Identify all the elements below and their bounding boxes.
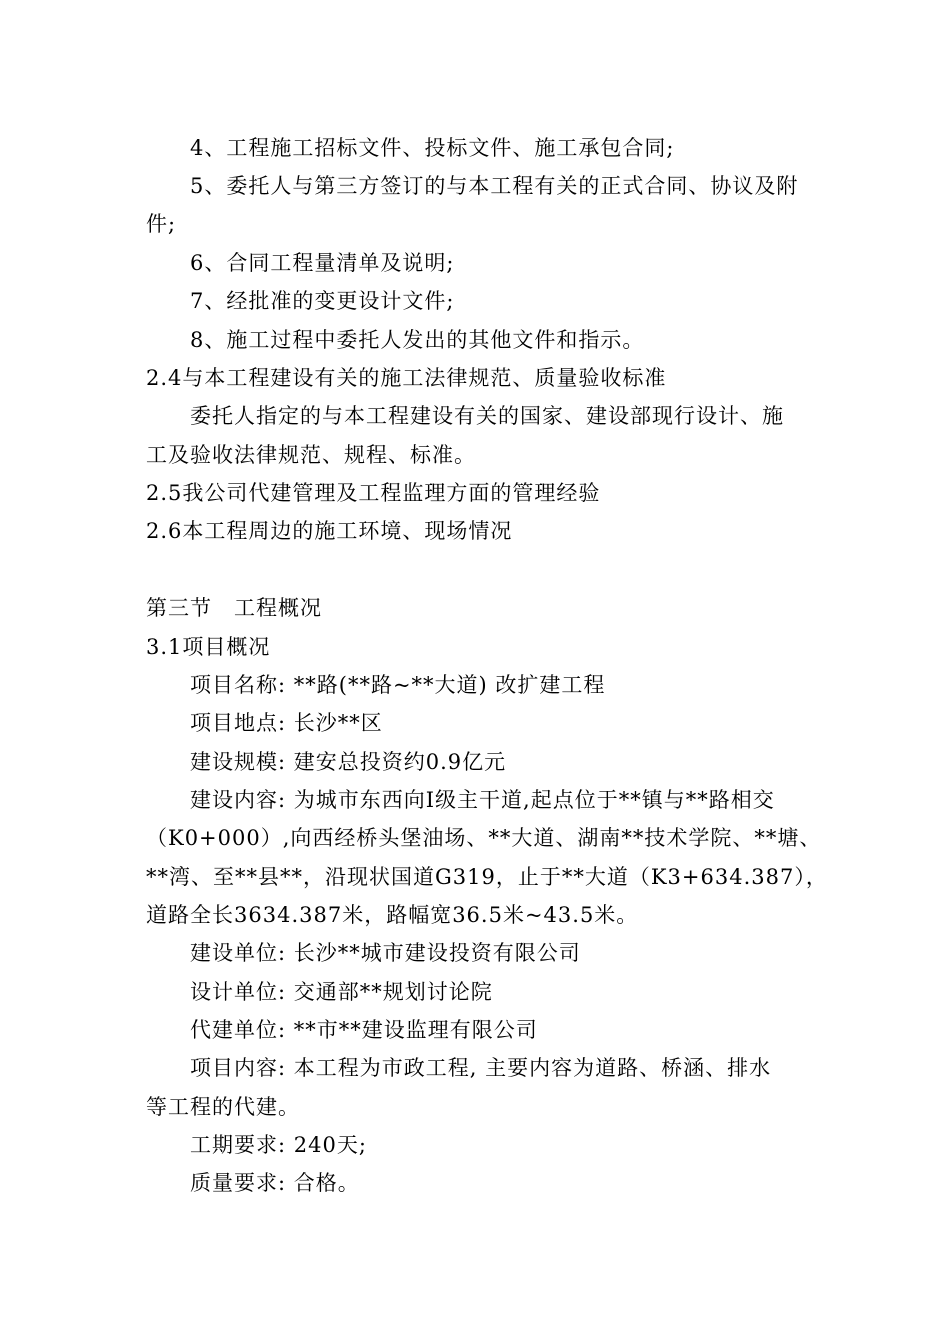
list-item-5-continued: 件; [146, 212, 177, 236]
project-scope: 项目内容: 本工程为市政工程, 主要内容为道路、桥涵、排水 [190, 1056, 772, 1080]
list-item-6: 6、合同工程量清单及说明; [190, 251, 455, 275]
heading-2-5: 2.5我公司代建管理及工程监理方面的管理经验 [146, 481, 601, 505]
list-item-5: 5、委托人与第三方签订的与本工程有关的正式合同、协议及附 [190, 174, 799, 198]
project-owner: 建设单位: 长沙**城市建设投资有限公司 [190, 941, 581, 965]
list-item-4: 4、工程施工招标文件、投标文件、施工承包合同; [190, 136, 675, 160]
heading-3-1: 3.1项目概况 [146, 635, 271, 659]
section-title: 第三节 工程概况 [146, 596, 322, 620]
project-quality: 质量要求: 合格。 [190, 1171, 360, 1195]
project-agent: 代建单位: **市**建设监理有限公司 [190, 1018, 538, 1042]
list-item-7: 7、经批准的变更设计文件; [190, 289, 455, 313]
list-item-8: 8、施工过程中委托人发出的其他文件和指示。 [190, 328, 645, 352]
paragraph-2-4-continued: 工及验收法律规范、规程、标准。 [146, 443, 476, 467]
project-duration: 工期要求: 240天; [190, 1133, 367, 1157]
project-content-line-2: （K0+000）,向西经桥头堡油场、**大道、湖南**技术学院、**塘、 [146, 826, 822, 850]
heading-2-4: 2.4与本工程建设有关的施工法律规范、质量验收标准 [146, 366, 667, 390]
project-scope-continued: 等工程的代建。 [146, 1095, 300, 1119]
project-content-line-4: 道路全长3634.387米，路幅宽36.5米~43.5米。 [146, 903, 639, 927]
project-content: 建设内容: 为城市东西向Ⅰ级主干道,起点位于**镇与**路相交 [190, 788, 775, 812]
heading-2-6: 2.6本工程周边的施工环境、现场情况 [146, 519, 513, 543]
project-designer: 设计单位: 交通部**规划讨论院 [190, 980, 493, 1004]
project-content-line-3: **湾、至**县**，沿现状国道G319，止于**大道（K3+634.387）， [146, 865, 828, 889]
project-location: 项目地点: 长沙**区 [190, 711, 383, 735]
project-scale: 建设规模: 建安总投资约0.9亿元 [190, 750, 507, 774]
paragraph-2-4: 委托人指定的与本工程建设有关的国家、建设部现行设计、施 [190, 404, 784, 428]
project-name: 项目名称: **路(**路~**大道) 改扩建工程 [190, 673, 606, 697]
